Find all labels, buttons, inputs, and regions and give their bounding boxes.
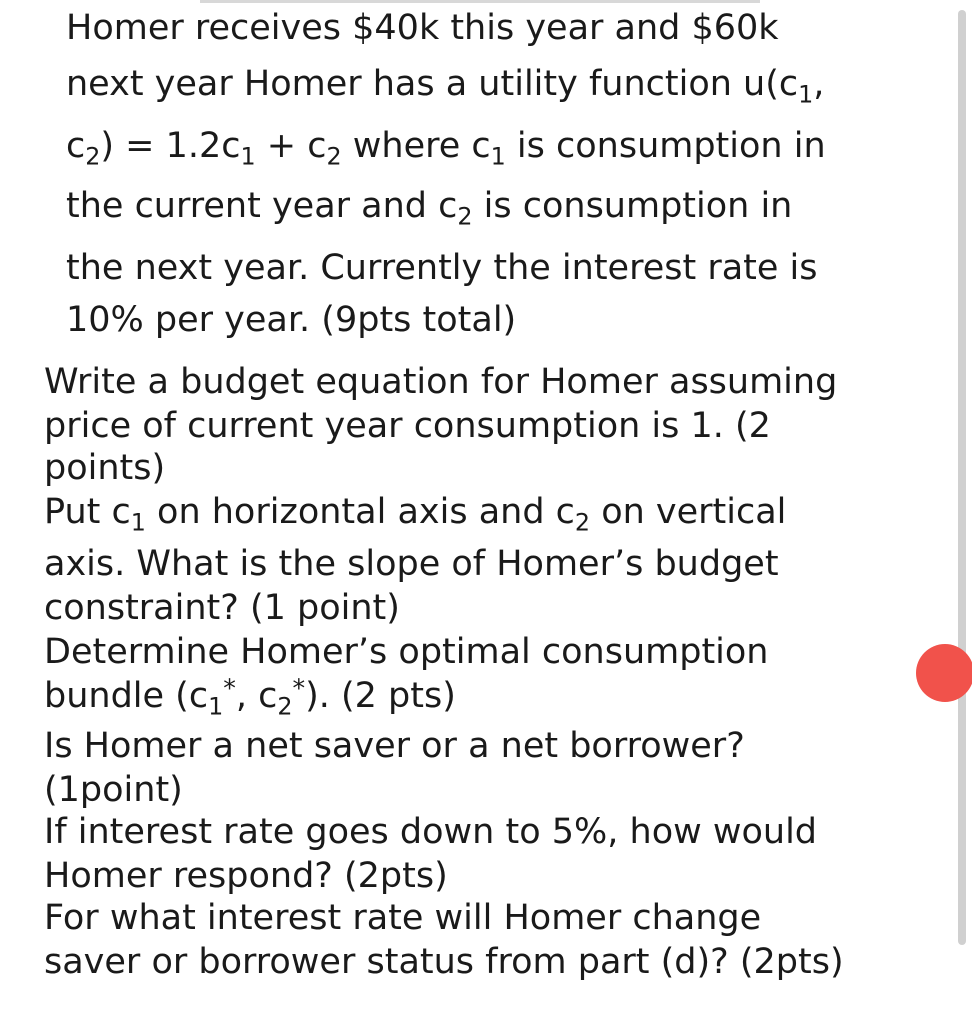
question-b-line-2 — [44, 542, 779, 586]
problem-line-2 — [66, 62, 825, 109]
problem-line-6 — [66, 298, 516, 342]
question-text: price of current year consumption is 1. (2 — [44, 406, 771, 446]
scrollbar-track[interactable] — [958, 10, 966, 945]
problem-text: next year Homer has a utility function u(c — [66, 64, 799, 104]
question-a-line-1 — [44, 360, 837, 404]
subscript: 1 — [240, 142, 256, 171]
question-text: For what interest rate will Homer change — [44, 898, 762, 938]
scroll-thumb-handle[interactable] — [916, 644, 972, 702]
problem-text: is consumption in — [472, 186, 793, 226]
problem-text: Homer receives $40k this year and $60k — [66, 8, 779, 48]
question-text: If interest rate goes down to 5%, how would — [44, 812, 818, 852]
question-text: ). (2 pts) — [305, 676, 456, 716]
subscript: 1 — [130, 508, 146, 537]
problem-text: the next year. Currently the interest rate is — [66, 248, 818, 288]
subscript: 1 — [798, 80, 814, 109]
problem-line-5 — [66, 246, 818, 290]
question-a-line-2 — [44, 404, 771, 448]
question-text: , c — [235, 676, 278, 716]
problem-text: + c — [255, 126, 327, 166]
question-f-line-1 — [44, 896, 761, 940]
subscript: 1 — [208, 692, 224, 721]
question-text: bundle (c — [44, 676, 209, 716]
question-a-line-3 — [44, 446, 165, 490]
top-edge-divider — [200, 0, 760, 3]
question-f-line-2 — [44, 940, 844, 984]
question-text: Determine Homer’s optimal consumption — [44, 632, 769, 672]
superscript: * — [223, 673, 236, 703]
problem-text: is consumption in — [505, 126, 826, 166]
question-text: Is Homer a net saver or a net borrower? — [44, 726, 745, 766]
problem-text: , — [813, 64, 825, 104]
subscript: 2 — [574, 508, 591, 537]
question-text: Put c — [44, 492, 131, 532]
question-c-line-1 — [44, 630, 769, 674]
question-text: saver or borrower status from part (d)? (2pts) — [44, 942, 844, 982]
question-text: Homer respond? (2pts) — [44, 856, 448, 896]
problem-text: where c — [341, 126, 491, 166]
problem-text: 10% per year. (9pts total) — [66, 300, 517, 340]
question-e-line-1 — [44, 810, 817, 854]
problem-text: the current year and c — [66, 186, 458, 226]
question-d-line-1 — [44, 724, 745, 768]
question-b-line-3 — [44, 586, 400, 630]
question-text: (1point) — [44, 770, 183, 810]
problem-line-3 — [66, 124, 826, 171]
subscript: 2 — [326, 142, 342, 171]
problem-line-4 — [66, 184, 793, 231]
question-e-line-2 — [44, 854, 448, 898]
problem-text: ) = 1.2c — [100, 126, 241, 166]
question-text: axis. What is the slope of Homer’s budget — [44, 544, 779, 584]
question-text: on vertical — [590, 492, 787, 532]
problem-line-1 — [66, 6, 779, 50]
subscript: 2 — [277, 692, 293, 721]
question-text: constraint? (1 point) — [44, 588, 400, 628]
question-c-line-2 — [44, 673, 456, 721]
question-text: Write a budget equation for Homer assuming — [44, 362, 838, 402]
question-b-line-1 — [44, 490, 787, 537]
question-text: on horizontal axis and c — [145, 492, 575, 532]
question-text: points) — [44, 448, 166, 488]
subscript: 2 — [85, 142, 101, 171]
subscript: 1 — [490, 142, 506, 171]
superscript: * — [292, 673, 306, 703]
subscript: 2 — [457, 202, 473, 231]
question-d-line-2 — [44, 768, 183, 812]
problem-text: c — [66, 126, 86, 166]
